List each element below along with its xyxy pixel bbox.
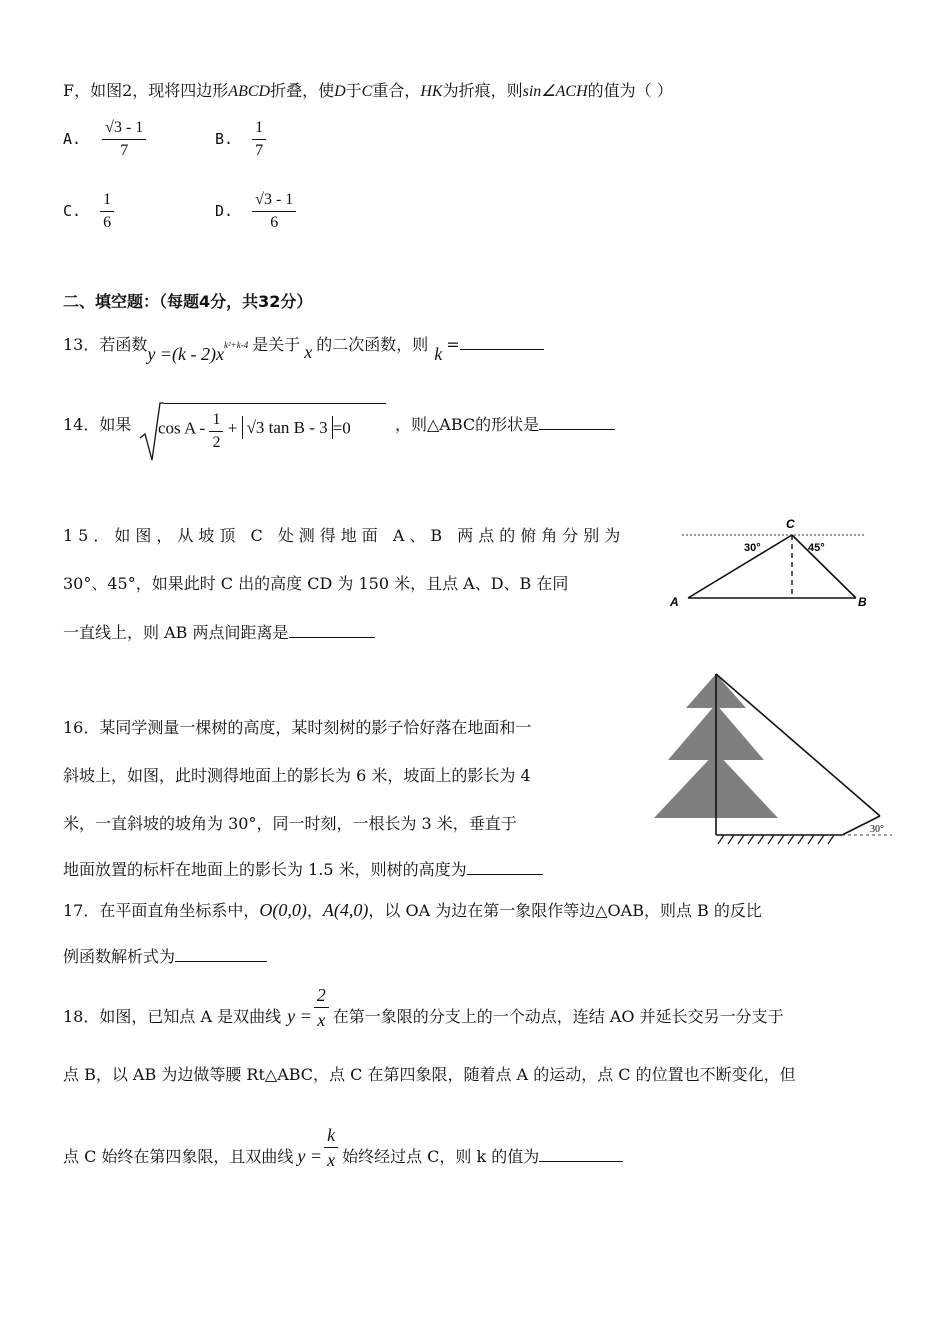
option-a-num: √3 - 1 <box>102 120 146 140</box>
option-d-num: √3 - 1 <box>252 192 296 212</box>
q12-sin: sin∠ACH <box>522 83 588 100</box>
q15-label-b: B <box>858 595 867 609</box>
ground-hatch <box>718 835 834 844</box>
option-b-letter: B. <box>215 130 234 148</box>
option-d-den: 6 <box>270 214 279 231</box>
question-13 <box>63 332 544 364</box>
option-c-num: 1 <box>100 192 114 212</box>
option-c-den: 6 <box>103 214 112 231</box>
q18-text-d: 始终经过点 C，则 k 的值为 <box>342 1147 540 1166</box>
q12-c: C <box>361 83 373 100</box>
q15-label-a: A <box>670 595 679 609</box>
q12-text-a: F，如图2，现将四边形 <box>63 81 229 100</box>
q13-k: k <box>434 344 443 364</box>
option-a[interactable] <box>63 120 146 159</box>
q14-half-num: 1 <box>209 412 223 432</box>
option-b[interactable] <box>215 120 266 159</box>
option-b-fraction <box>252 120 266 159</box>
q15-line3 <box>63 620 375 643</box>
option-c-fraction <box>100 192 114 231</box>
q17-text-2: 例函数解析式为 <box>63 947 176 966</box>
q17-point-a: A(4,0) <box>322 900 369 920</box>
q12-text-d: 重合， <box>372 81 421 100</box>
q18-answer-blank[interactable] <box>539 1160 623 1162</box>
q16-line1: 16．某同学测量一棵树的高度，某时刻树的影子恰好落在地面和一 <box>63 718 532 737</box>
q18-y1: y = <box>287 1006 312 1026</box>
q14-text-tail: ，则△ABC的形状是 <box>395 415 540 434</box>
q13-x: x <box>304 342 313 362</box>
q13-eq: = <box>446 335 460 354</box>
q12-text-b: 折叠，使 <box>270 81 335 100</box>
q12-text-f: 的值为（ ） <box>587 81 673 100</box>
q13-exponent: k²+k-4 <box>223 339 249 350</box>
q13-text-tail: 的二次函数，则 <box>316 335 429 354</box>
q12-hk: HK <box>420 83 443 100</box>
q18-text-a: 18．如图，已知点 A 是双曲线 <box>63 1007 282 1026</box>
q14-radical-bar <box>164 403 386 404</box>
q17-line1 <box>63 898 762 921</box>
q15-figure <box>660 510 880 610</box>
option-a-den: 7 <box>120 142 129 159</box>
q15-angle-30: 30° <box>744 542 761 554</box>
q18-n1: 2 <box>314 986 329 1008</box>
q13-answer-blank[interactable] <box>460 348 544 350</box>
q12-text-e: 为折痕，则 <box>442 81 523 100</box>
q16-line4 <box>63 857 543 880</box>
option-b-num: 1 <box>252 120 266 140</box>
q13-label: 13．若函数 <box>63 335 148 354</box>
q18-text-c: 点 C 始终在第四象限，且双曲线 <box>63 1147 294 1166</box>
q13-formula: y =(k - 2)x <box>147 344 224 364</box>
q14-label: 14．如果 <box>63 415 132 434</box>
q15-text-3: 一直线上，则 AB 两点间距离是 <box>63 623 289 642</box>
q15-line2: 30°、45°，如果此时 C 出的高度 CD 为 150 米，且点 A、D、B 在同 <box>63 574 569 593</box>
q12-stem <box>63 78 673 101</box>
q15-line1: 15．如图，从坡顶 C 处测得地面 A、B 两点的俯角分别为 <box>63 526 626 545</box>
option-d-letter: D. <box>215 202 234 220</box>
q17-line2 <box>63 944 267 967</box>
question-14 <box>63 412 131 435</box>
q17-point-o: O(0,0) <box>259 900 307 920</box>
q14-tail <box>395 412 615 435</box>
q18-d1: x <box>317 1010 326 1030</box>
q18-line1 <box>63 986 784 1029</box>
q14-answer-blank[interactable] <box>539 428 615 430</box>
q18-line3 <box>63 1126 623 1169</box>
q16-figure <box>648 668 892 852</box>
q18-d2: x <box>327 1150 336 1170</box>
option-b-den: 7 <box>255 142 264 159</box>
q12-d: D <box>334 83 346 100</box>
q14-cos: cos A - <box>158 418 206 438</box>
q18-fraction-2 <box>324 1126 338 1169</box>
q14-half <box>209 412 223 451</box>
q14-expression <box>158 410 351 449</box>
q16-text-4: 地面放置的标杆在地面上的影长为 1.5 米，则树的高度为 <box>63 860 467 879</box>
q16-line2: 斜坡上，如图，此时测得地面上的影长为 6 米，坡面上的影长为 4 <box>63 766 531 785</box>
q17-text-a: 17．在平面直角坐标系中， <box>63 901 260 920</box>
q17-text-b: ，以 OA 为边在第一象限作等边△OAB，则点 B 的反比 <box>368 901 762 920</box>
section-title: 二、填空题：（每题4分，共32分） <box>63 292 313 311</box>
q14-half-den: 2 <box>212 434 221 451</box>
q16-angle-30: 30° <box>870 824 884 835</box>
option-d[interactable] <box>215 192 296 231</box>
q16-line3: 米，一直斜坡的坡角为 30°，同一时刻，一根长为 3 米，垂直于 <box>63 814 517 833</box>
option-a-letter: A. <box>63 130 82 148</box>
q15-angle-45: 45° <box>808 542 825 554</box>
option-d-fraction <box>252 192 296 231</box>
q14-plus: + <box>227 418 238 438</box>
q15-label-c: C <box>786 517 795 531</box>
q17-comma: ， <box>306 901 323 920</box>
q18-line2: 点 B，以 AB 为边做等腰 Rt△ABC，点 C 在第四象限，随着点 A 的运动，点 C 的位置也不断变化，但 <box>63 1065 796 1084</box>
option-c-letter: C. <box>63 202 82 220</box>
q18-text-b: 在第一象限的分支上的一个动点，连结 AO 并延长交另一分支于 <box>332 1007 784 1026</box>
option-a-fraction <box>102 120 146 159</box>
q15-slope-ac <box>688 535 792 598</box>
q16-answer-blank[interactable] <box>467 873 543 875</box>
q17-answer-blank[interactable] <box>175 960 267 962</box>
q18-y2: y = <box>297 1146 323 1166</box>
option-c[interactable] <box>63 192 114 231</box>
q15-answer-blank[interactable] <box>289 636 375 638</box>
q12-text-c: 于 <box>345 81 362 100</box>
q14-eq0: =0 <box>332 418 351 438</box>
q14-abs: √3 tan B - 3 <box>242 416 333 439</box>
q18-fraction-1 <box>314 986 329 1029</box>
q18-n2: k <box>324 1126 338 1148</box>
q12-abcd: ABCD <box>228 83 271 100</box>
q13-text-mid: 是关于 <box>252 335 301 354</box>
